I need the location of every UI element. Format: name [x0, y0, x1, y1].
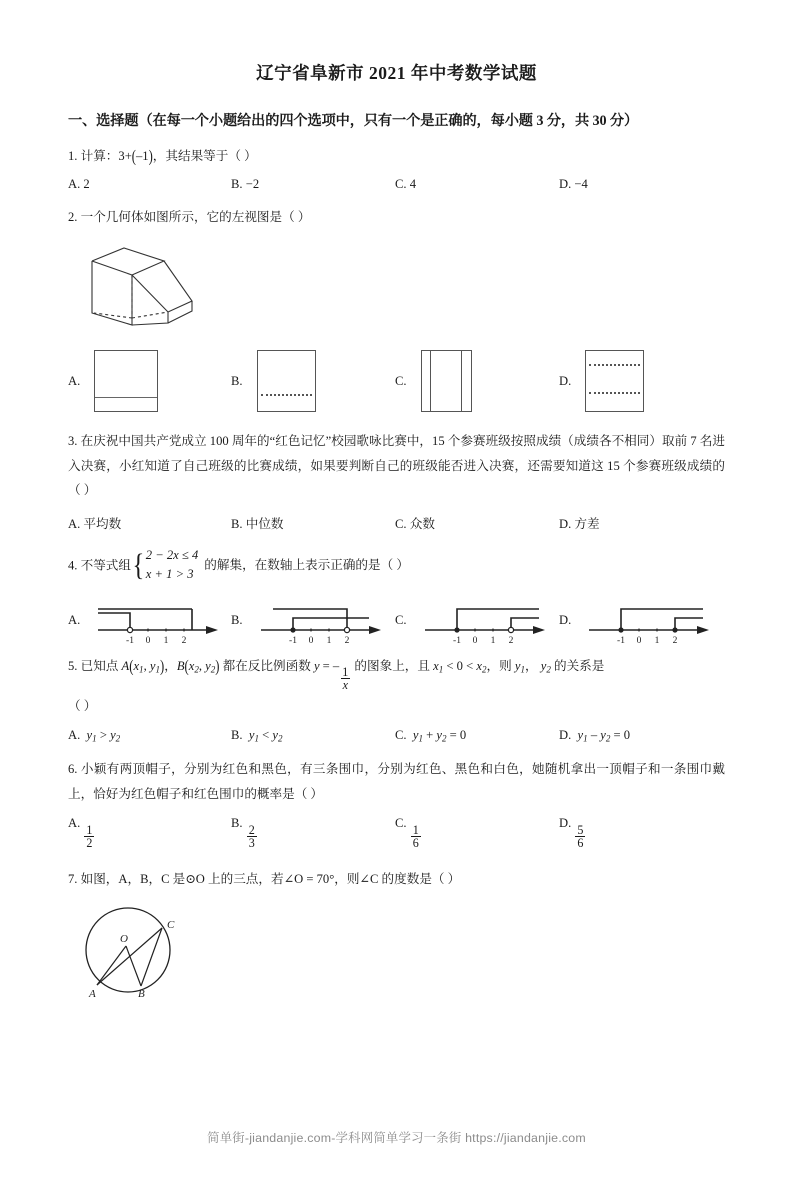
svg-text:-1: -1 — [289, 635, 297, 646]
question-6 — [68, 757, 725, 806]
question-2-options — [68, 350, 725, 412]
svg-text:-1: -1 — [453, 635, 461, 646]
option-6-a[interactable] — [68, 816, 231, 850]
option-5-a[interactable] — [68, 728, 231, 744]
option-1-b-text: −2 — [245, 176, 260, 191]
svg-text:0: 0 — [636, 635, 642, 646]
section-heading: 一、选择题（在每一个小题给出的四个选项中，只有一个是正确的，每小题 3 分，共 30 分） — [68, 113, 639, 129]
svg-text:-1: -1 — [617, 635, 625, 646]
vertical-divider-right — [461, 351, 462, 411]
option-5-a-text: $y_1 > y_2$ — [86, 727, 121, 744]
svg-text:2: 2 — [344, 635, 350, 646]
solid-divider-line — [95, 397, 157, 398]
option-1-d-text: −4 — [574, 176, 588, 191]
question-4-options — [68, 598, 725, 646]
option-2-a[interactable] — [68, 350, 231, 412]
option-2-b[interactable] — [231, 350, 395, 412]
fraction-denominator: 2 — [86, 836, 93, 851]
question-5-options — [68, 728, 725, 744]
question-2 — [68, 205, 725, 230]
question-3-options — [68, 513, 725, 532]
option-4-a-figure — [94, 598, 222, 646]
option-2-c-figure — [421, 350, 472, 412]
system-rows — [146, 546, 198, 584]
option-3-d[interactable] — [559, 513, 719, 532]
question-6-stem: 小颖有两顶帽子，分别为红色和黑色，有三条围巾，分别为红色、黑色和白色，她随机拿出一顶帽子和一条围巾戴上，恰好为红色帽子和红色围巾的概率是（ ） — [68, 762, 726, 801]
footer-watermark: 简单街-jiandanjie.com-学科网简单学习一条街 https://jiandanjie.com — [207, 1131, 586, 1145]
svg-text:1: 1 — [490, 635, 496, 646]
option-5-d-label: D. — [559, 727, 572, 742]
option-6-c-label: C. — [395, 816, 407, 831]
option-2-b-label: B. — [231, 373, 243, 388]
question-4-stem-suffix: 的解集，在数轴上表示正确的是（ ） — [204, 558, 409, 573]
option-1-c-label: C. — [395, 176, 407, 191]
option-1-a-text: 2 — [83, 176, 90, 191]
question-6-number: 6. — [68, 762, 78, 777]
option-4-c-label: C. — [395, 612, 407, 627]
svg-text:1: 1 — [163, 635, 169, 646]
question-1 — [68, 144, 725, 169]
option-3-c[interactable] — [395, 513, 559, 532]
option-1-a-label: A. — [68, 176, 81, 191]
option-4-d[interactable] — [559, 598, 719, 646]
system-row-2: x + 1 > 3 — [145, 566, 194, 581]
page-title: 辽宁省阜新市 2021 年中考数学试题 — [256, 63, 537, 83]
option-2-d-figure — [585, 350, 644, 412]
option-6-c-fraction — [411, 824, 421, 850]
question-4-stem-prefix: 不等式组 — [80, 558, 131, 573]
question-2-number: 2. — [68, 209, 78, 224]
option-6-a-label: A. — [68, 816, 81, 831]
option-1-b[interactable] — [231, 177, 395, 192]
option-3-c-text: 众数 — [409, 516, 435, 531]
svg-text:0: 0 — [472, 635, 478, 646]
option-4-a-label: A. — [68, 612, 81, 627]
option-3-a-text: 平均数 — [83, 516, 122, 531]
option-2-b-figure — [257, 350, 316, 412]
svg-text:2: 2 — [181, 635, 187, 646]
option-3-d-label: D. — [559, 516, 572, 531]
left-brace: { — [132, 546, 145, 582]
option-5-c-text: $y_1 + y_2 = 0$ — [412, 727, 467, 744]
question-7 — [68, 867, 725, 892]
question-7-number: 7. — [68, 872, 78, 886]
question-6-options — [68, 816, 725, 850]
question-2-stem — [68, 205, 725, 230]
fraction-denominator: 6 — [412, 836, 419, 851]
svg-text:1: 1 — [654, 635, 660, 646]
option-6-d-label: D. — [559, 816, 572, 831]
option-3-a[interactable] — [68, 513, 231, 532]
question-1-stem — [68, 144, 725, 169]
question-2-stem-text: 一个几何体如图所示，它的左视图是（ ） — [80, 209, 311, 224]
option-1-c[interactable] — [395, 177, 559, 192]
question-1-options — [68, 177, 725, 192]
question-5-stem-continuation: （ ） — [68, 699, 97, 714]
question-1-stem-prefix: 计算： — [80, 149, 119, 163]
fraction-denominator: 6 — [577, 836, 584, 851]
fraction-numerator: 5 — [577, 822, 584, 837]
question-5 — [68, 654, 725, 719]
option-2-d[interactable] — [559, 350, 719, 412]
svg-text:O: O — [120, 932, 128, 945]
svg-text:2: 2 — [508, 635, 514, 646]
option-2-d-label: D. — [559, 373, 572, 388]
option-5-d-text: $y_1 - y_2 = 0$ — [577, 727, 631, 744]
option-5-d[interactable] — [559, 728, 719, 744]
option-3-c-label: C. — [395, 516, 407, 531]
option-3-d-text: 方差 — [574, 516, 600, 531]
option-3-b-label: B. — [231, 516, 243, 531]
question-5-stem-text: 已知点 $A(x_1$, $y_1$)，$B(x_2$, $y_2$) 都在反比例函数 y = – $\frac{1}{x}$ 的图象上，且 $x_1 < 0 < x_2$，则 $y_1$， $y_2$ 的关系是 — [80, 655, 605, 693]
option-4-b[interactable] — [231, 598, 395, 646]
svg-text:C: C — [167, 918, 175, 931]
question-3-number: 3. — [68, 434, 78, 449]
question-3 — [68, 429, 725, 503]
question-4-number: 4. — [68, 558, 78, 573]
question-7-circle-figure — [78, 902, 725, 1005]
option-4-c[interactable] — [395, 598, 559, 646]
question-3-stem: 在庆祝中国共产党成立 100 周年的“红色记忆”校园歌咏比赛中，15 个参赛班级按照成绩（成绩各不相同）取前 7 名进入决赛，小红知道了自己班级的比赛成绩，如果要判断自己的班级能否进入决赛，还需要知道这 15 个参赛班级成绩的（ ） — [68, 434, 725, 498]
fraction-denominator: 3 — [248, 836, 255, 851]
option-4-d-label: D. — [559, 612, 572, 627]
svg-text:1: 1 — [326, 635, 332, 646]
option-5-c-label: C. — [395, 727, 407, 742]
svg-text:0: 0 — [145, 635, 151, 646]
option-3-b[interactable] — [231, 513, 395, 532]
question-4-system — [131, 546, 198, 584]
option-1-a[interactable] — [68, 177, 231, 192]
question-1-stem-suffix: ，其结果等于（ ） — [152, 149, 257, 163]
fraction-numerator: 1 — [412, 822, 419, 837]
option-6-b-fraction — [247, 824, 257, 850]
option-4-b-label: B. — [231, 612, 243, 627]
option-4-a[interactable] — [68, 598, 231, 646]
option-1-d[interactable] — [559, 177, 719, 192]
option-3-a-label: A. — [68, 516, 81, 531]
option-5-a-label: A. — [68, 727, 81, 742]
option-2-c-label: C. — [395, 373, 407, 388]
dotted-divider-lower — [589, 392, 640, 394]
question-1-expression: 3+(–1) — [118, 146, 153, 166]
question-7-stem: 如图，A，B，C 是⊙O 上的三点，若∠O = 70°，则∠C 的度数是（ ） — [80, 872, 461, 886]
question-4 — [68, 546, 725, 584]
option-5-b-text: $y_1 < y_2$ — [248, 727, 283, 744]
option-3-b-text: 中位数 — [245, 516, 284, 531]
question-1-number: 1. — [68, 149, 78, 163]
svg-text:0: 0 — [308, 635, 314, 646]
vertical-divider-left — [430, 351, 431, 411]
dotted-divider-upper — [589, 364, 640, 366]
system-row-1: 2 − 2x ≤ 4 — [145, 547, 199, 562]
option-6-b-label: B. — [231, 816, 243, 831]
svg-text:B: B — [138, 987, 145, 1000]
svg-text:-1: -1 — [126, 635, 134, 646]
option-5-c[interactable] — [395, 728, 559, 744]
fraction-numerator: 2 — [248, 822, 255, 837]
dotted-divider-line — [261, 394, 312, 396]
option-2-a-figure — [94, 350, 158, 412]
question-5-number: 5. — [68, 658, 78, 673]
option-6-d[interactable] — [559, 816, 719, 850]
option-1-c-text: 4 — [409, 176, 417, 191]
option-2-c[interactable] — [395, 350, 559, 412]
fraction-numerator: 1 — [86, 822, 93, 837]
question-2-solid-figure — [80, 239, 725, 332]
option-1-b-label: B. — [231, 176, 243, 191]
option-5-b[interactable] — [231, 728, 395, 744]
option-4-b-figure — [257, 598, 385, 646]
svg-text:A: A — [89, 987, 96, 1000]
svg-text:2: 2 — [672, 635, 678, 646]
option-6-a-fraction — [84, 824, 94, 850]
exam-page — [0, 60, 793, 1182]
option-4-c-figure — [421, 598, 549, 646]
option-5-b-label: B. — [231, 727, 243, 742]
option-1-d-label: D. — [559, 176, 572, 191]
option-2-a-label: A. — [68, 373, 81, 388]
option-6-d-fraction — [575, 824, 585, 850]
option-6-c[interactable] — [395, 816, 559, 850]
option-6-b[interactable] — [231, 816, 395, 850]
option-4-d-figure — [585, 598, 713, 646]
